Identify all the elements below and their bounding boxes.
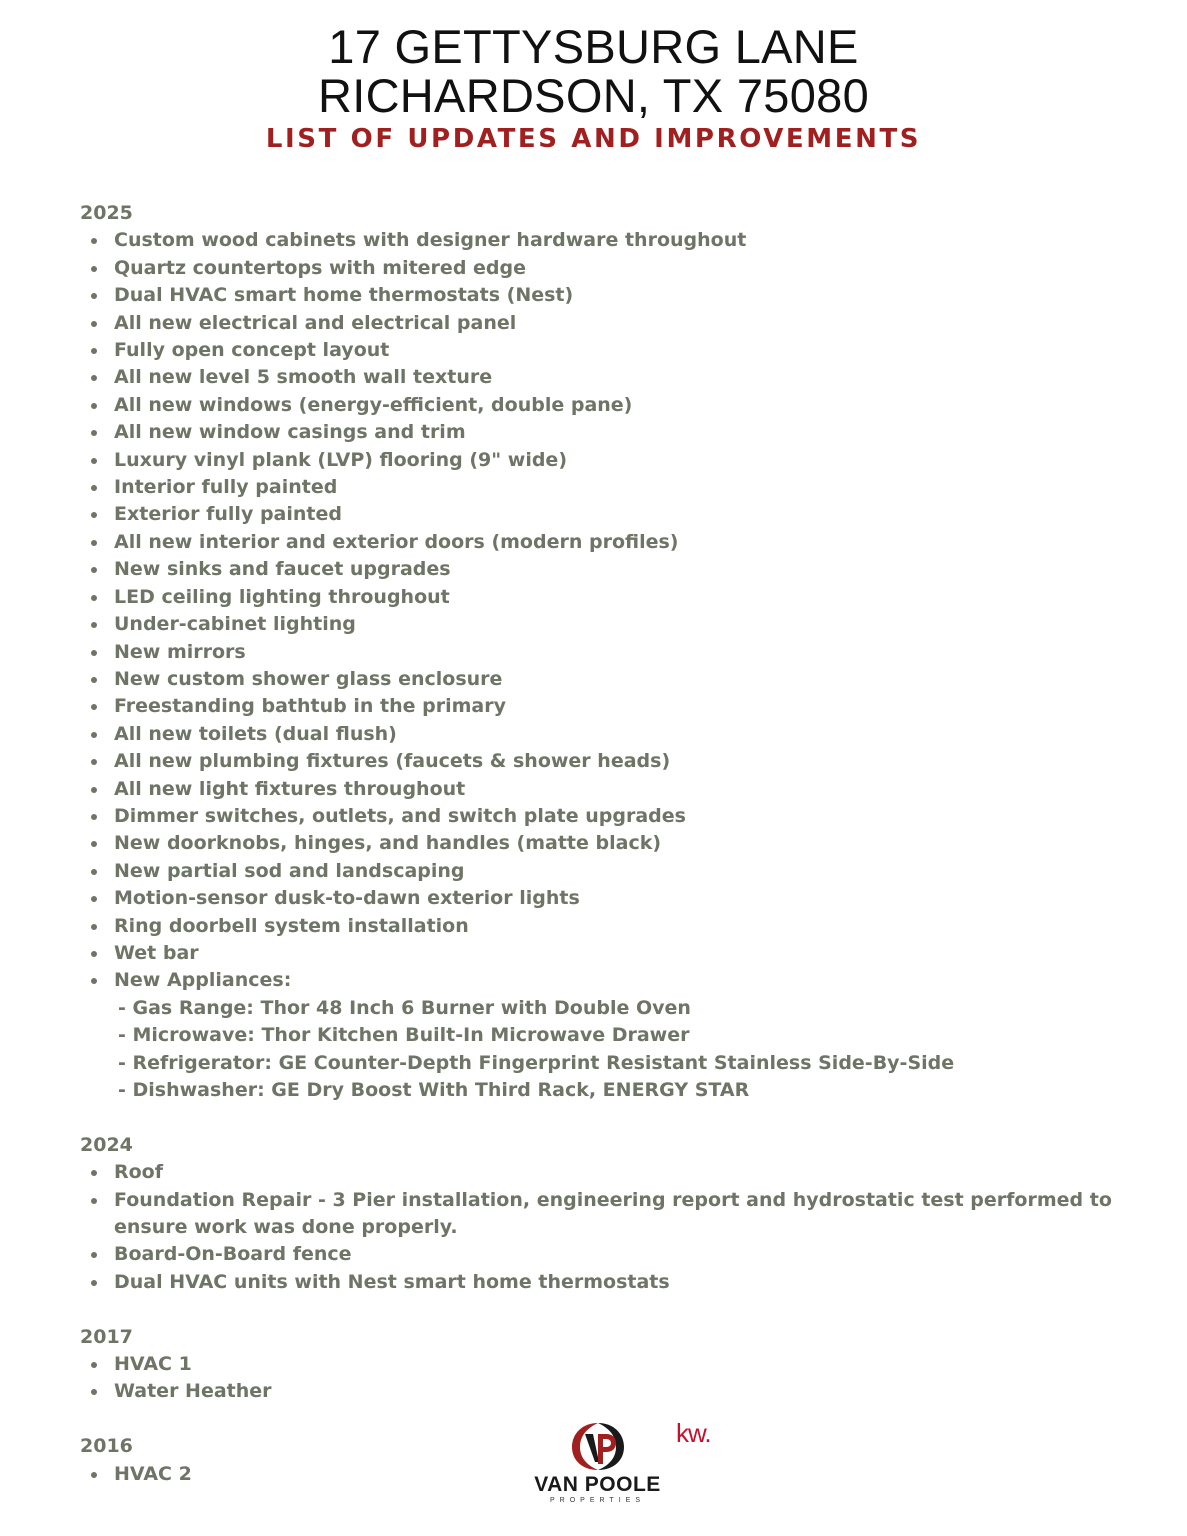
appliance-subitem: - Dishwasher: GE Dry Boost With Third Rack, ENERGY STAR <box>118 1079 750 1101</box>
list-item: All new interior and exterior doors (modern profiles) <box>80 529 1140 556</box>
list-item: Dimmer switches, outlets, and switch plate upgrades <box>80 803 1140 830</box>
list-item: Dual HVAC units with Nest smart home thermostats <box>80 1269 1140 1296</box>
list-item: Custom wood cabinets with designer hardware throughout <box>80 227 1140 254</box>
appliance-subitem: - Microwave: Thor Kitchen Built-In Microwave Drawer <box>118 1024 690 1047</box>
address-line-1: 17 GETTYSBURG LANE <box>328 20 859 73</box>
appliance-subitem: - Refrigerator: GE Counter-Depth Fingerprint Resistant Stainless Side-By-Side <box>118 1051 955 1074</box>
document-subtitle: LIST OF UPDATES AND IMPROVEMENTS <box>265 124 922 154</box>
list-item: Quartz countertops with mitered edge <box>80 255 1140 282</box>
list-item: Board-On-Board fence <box>80 1241 1140 1268</box>
list-item: New partial sod and landscaping <box>80 858 1140 885</box>
van-poole-logo <box>530 1420 665 1506</box>
list-item: All new electrical and electrical panel <box>80 310 1140 337</box>
list-item: New doorknobs, hinges, and handles (matte black) <box>80 830 1140 857</box>
list-item: New sinks and faucet upgrades <box>80 556 1140 583</box>
section-2025 <box>80 200 1140 1104</box>
list-item: Fully open concept layout <box>80 337 1140 364</box>
list-item: New mirrors <box>80 639 1140 666</box>
list-item: Water Heather <box>80 1378 1140 1405</box>
items-2024 <box>80 1159 1140 1296</box>
list-item: All new toilets (dual flush) <box>80 721 1140 748</box>
appliance-subitem: - Gas Range: Thor 48 Inch 6 Burner with Double Oven <box>118 996 691 1019</box>
vp-monogram-icon <box>568 1420 628 1472</box>
list-item: Wet bar <box>80 940 1140 967</box>
list-item: All new window casings and trim <box>80 419 1140 446</box>
list-item: All new level 5 smooth wall texture <box>80 364 1140 391</box>
year-heading: 2024 <box>80 1133 133 1156</box>
year-heading: 2016 <box>80 1435 133 1458</box>
list-item: All new light fixtures throughout <box>80 776 1140 803</box>
items-2025 <box>80 227 1140 994</box>
list-item: Foundation Repair - 3 Pier installation, engineering report and hydrostatic test performed to ensure work was done properly. <box>80 1187 1140 1242</box>
year-heading: 2017 <box>80 1325 133 1348</box>
list-item: Freestanding bathtub in the primary <box>80 693 1140 720</box>
list-item: Exterior fully painted <box>80 501 1140 528</box>
list-item: Motion-sensor dusk-to-dawn exterior lights <box>80 885 1140 912</box>
kw-logo: kw. <box>676 1418 711 1448</box>
list-item: New Appliances: <box>80 967 1140 994</box>
section-2017 <box>80 1324 1140 1406</box>
list-item: LED ceiling lighting throughout <box>80 584 1140 611</box>
document-header <box>0 22 1187 154</box>
list-item: Interior fully painted <box>80 474 1140 501</box>
list-item: HVAC 2 <box>80 1461 1140 1488</box>
vp-brand-name: VAN POOLE <box>534 1473 661 1496</box>
items-2017 <box>80 1351 1140 1406</box>
list-item: Ring doorbell system installation <box>80 913 1140 940</box>
year-heading: 2025 <box>80 202 133 224</box>
list-item: New custom shower glass enclosure <box>80 666 1140 693</box>
list-item: Under-cabinet lighting <box>80 611 1140 638</box>
list-item: Roof <box>80 1159 1140 1186</box>
section-2024 <box>80 1132 1140 1296</box>
list-item: Luxury vinyl plank (LVP) flooring (9" wide) <box>80 447 1140 474</box>
list-item: HVAC 1 <box>80 1351 1140 1378</box>
vp-brand-sub: PROPERTIES <box>550 1497 645 1504</box>
address-line-2: RICHARDSON, TX 75080 <box>317 69 870 122</box>
list-item: All new windows (energy-efficient, double pane) <box>80 392 1140 419</box>
updates-list <box>80 200 1140 1515</box>
list-item: Dual HVAC smart home thermostats (Nest) <box>80 282 1140 309</box>
list-item: All new plumbing fixtures (faucets & shower heads) <box>80 748 1140 775</box>
